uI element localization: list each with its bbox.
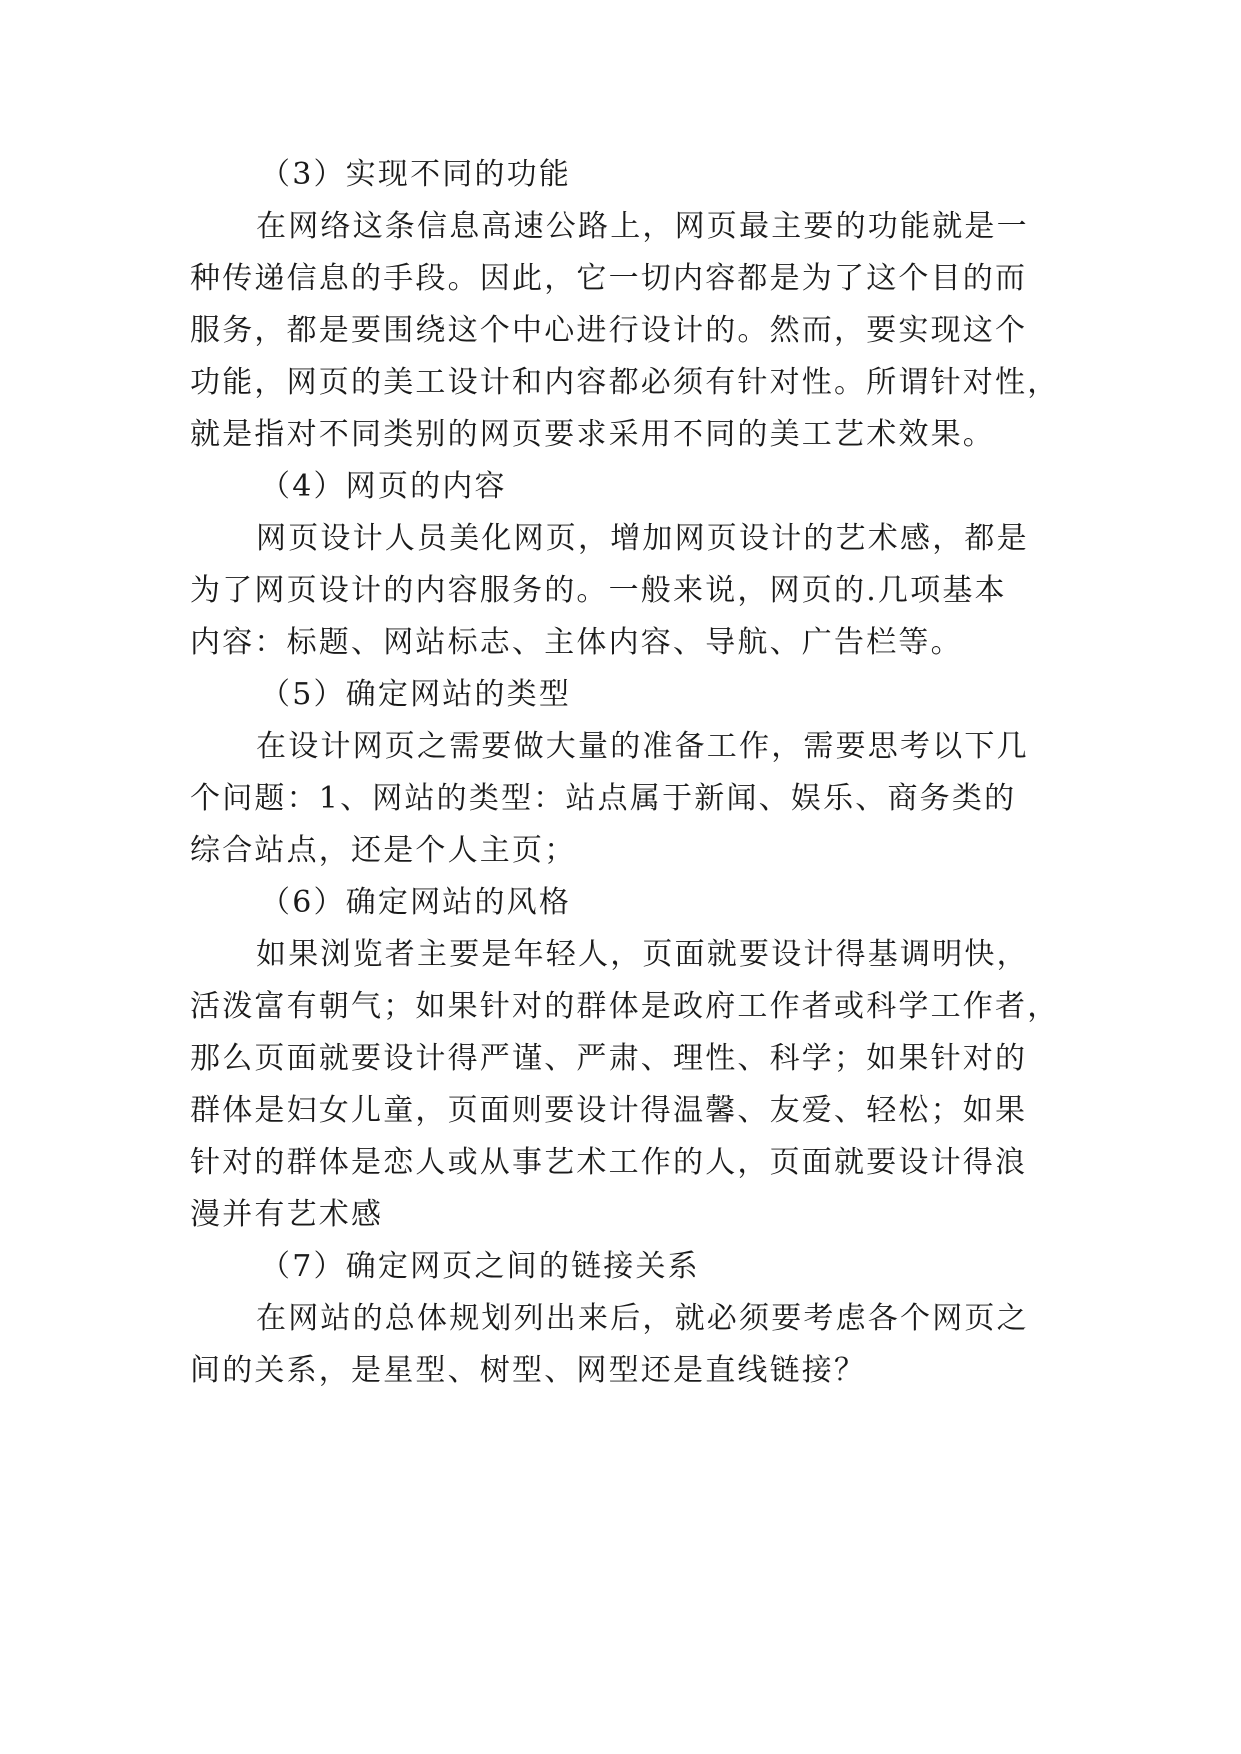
paragraph-line: 服务，都是要围绕这个中心进行设计的。然而，要实现这个	[190, 313, 1028, 348]
section-heading-5: （5）确定网站的类型	[260, 677, 572, 712]
paragraph-line: 综合站点，还是个人主页；	[190, 833, 577, 868]
paragraph-line: 那么页面就要设计得严谨、严肃、理性、科学；如果针对的	[190, 1041, 1028, 1076]
paragraph-line: 漫并有艺术感	[190, 1197, 384, 1232]
paragraph-line: 内容：标题、网站标志、主体内容、导航、广告栏等。	[190, 625, 963, 660]
section-heading-6: （6）确定网站的风格	[260, 885, 572, 920]
paragraph-line: 在网络这条信息高速公路上，网页最主要的功能就是一	[256, 209, 1029, 244]
section-heading-4: （4）网页的内容	[260, 469, 507, 504]
paragraph-line: 功能，网页的美工设计和内容都必须有针对性。所谓针对性，	[190, 365, 1060, 400]
paragraph-line: 个问题：1、网站的类型：站点属于新闻、娱乐、商务类的	[190, 781, 1017, 816]
section-heading-7: （7）确定网页之间的链接关系	[260, 1249, 700, 1284]
paragraph-line: 为了网页设计的内容服务的。一般来说，网页的.几项基本	[190, 573, 1007, 608]
section-heading-3: （3）实现不同的功能	[260, 157, 572, 192]
paragraph-line: 群体是妇女儿童，页面则要设计得温馨、友爱、轻松；如果	[190, 1093, 1028, 1128]
paragraph-line: 针对的群体是恋人或从事艺术工作的人，页面就要设计得浪	[190, 1145, 1028, 1180]
paragraph-line: 间的关系，是星型、树型、网型还是直线链接？	[190, 1353, 867, 1388]
paragraph-line: 活泼富有朝气；如果针对的群体是政府工作者或科学工作者，	[190, 989, 1060, 1024]
paragraph-line: 在网站的总体规划列出来后，就必须要考虑各个网页之	[256, 1301, 1029, 1336]
paragraph-line: 就是指对不同类别的网页要求采用不同的美工艺术效果。	[190, 417, 995, 452]
paragraph-line: 种传递信息的手段。因此，它一切内容都是为了这个目的而	[190, 261, 1028, 296]
paragraph-line: 如果浏览者主要是年轻人，页面就要设计得基调明快，	[256, 937, 1029, 972]
paragraph-line: 网页设计人员美化网页，增加网页设计的艺术感，都是	[256, 521, 1029, 556]
paragraph-line: 在设计网页之需要做大量的准备工作，需要思考以下几	[256, 729, 1029, 764]
